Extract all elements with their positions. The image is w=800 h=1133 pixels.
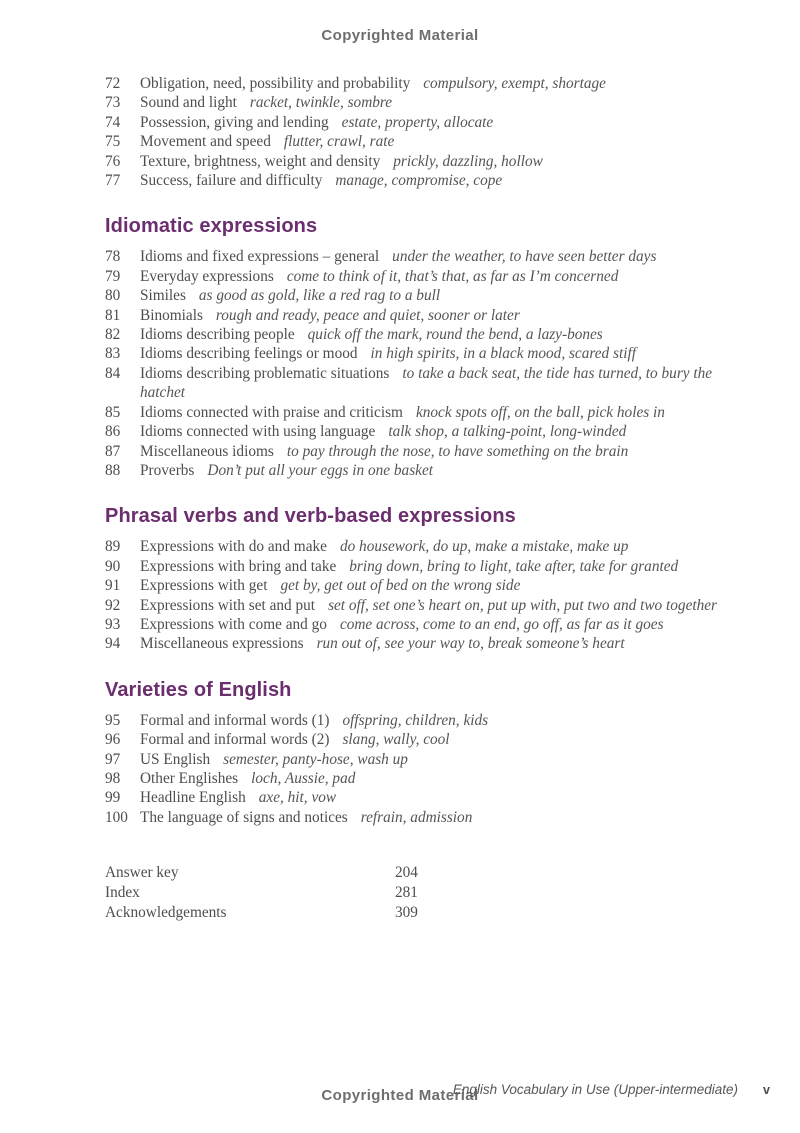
back-matter-page: 281 — [395, 884, 418, 902]
toc-item — [105, 576, 742, 595]
toc-item-text — [140, 267, 742, 286]
toc-item-title: Idioms describing problematic situations — [140, 364, 390, 382]
toc-item-text — [140, 152, 742, 171]
toc-item-text — [140, 171, 742, 190]
toc-item-title: Miscellaneous expressions — [140, 635, 304, 653]
toc-item-title: Miscellaneous idioms — [140, 442, 274, 460]
toc-item-title: Idioms describing feelings or mood — [140, 345, 358, 363]
toc-item-title: Other Englishes — [140, 769, 239, 787]
toc-item-examples: come across, come to an end, go off, as far as it goes — [339, 615, 664, 633]
toc-item-text — [140, 788, 742, 807]
toc-item — [105, 769, 742, 788]
toc-item — [105, 93, 742, 112]
toc-item — [105, 615, 742, 634]
toc-item-title: Idioms connected with praise and criticism — [140, 403, 403, 421]
bottom-watermark: Copyrighted Material — [321, 1087, 479, 1104]
toc-item-number: 83 — [105, 345, 121, 363]
section-heading: Phrasal verbs and verb-based expressions — [105, 505, 516, 528]
toc-item — [105, 596, 742, 615]
footer-book-title: English Vocabulary in Use (Upper-intermediate) — [452, 1082, 738, 1097]
toc-item-number: 92 — [105, 596, 121, 614]
toc-item — [105, 537, 742, 556]
toc-item-title: Similes — [140, 287, 186, 305]
back-matter-label: Answer key — [105, 864, 179, 882]
toc-item-number: 73 — [105, 94, 121, 112]
toc-item — [105, 171, 742, 190]
toc-item-number: 82 — [105, 326, 121, 344]
toc-item-examples: to pay through the nose, to have something on the brain — [286, 442, 629, 460]
section-items — [105, 537, 742, 653]
toc-item — [105, 364, 742, 403]
back-matter-page: 204 — [395, 864, 418, 882]
toc-item-examples: bring down, bring to light, take after, take for granted — [349, 557, 679, 575]
toc-item — [105, 306, 742, 325]
toc-item-examples: axe, hit, vow — [258, 789, 337, 807]
toc-item-examples: refrain, admission — [360, 808, 473, 826]
toc-item-text — [140, 422, 742, 441]
toc-item-text — [140, 576, 742, 595]
toc-item-text — [140, 74, 742, 93]
toc-item-number: 84 — [105, 364, 121, 382]
toc-item-number: 75 — [105, 133, 121, 151]
toc-item-examples: come to think of it, that’s that, as far as I’m concerned — [286, 267, 619, 285]
toc-item-text — [140, 634, 742, 653]
toc-item-examples: talk shop, a talking-point, long-winded — [388, 423, 627, 441]
back-matter-page: 309 — [395, 904, 418, 922]
footer-page-number: v — [763, 1083, 770, 1097]
toc-item-number: 87 — [105, 442, 121, 460]
toc-item-number: 72 — [105, 75, 121, 92]
toc-item-number: 97 — [105, 750, 121, 768]
toc-item — [105, 132, 742, 151]
back-matter-row — [105, 863, 742, 883]
toc-item — [105, 422, 742, 441]
toc-section — [105, 505, 742, 653]
toc-item-title: Success, failure and difficulty — [140, 172, 323, 190]
toc-item-examples: flutter, crawl, rate — [283, 133, 395, 151]
toc-item-number: 99 — [105, 789, 121, 807]
toc-item-text — [140, 711, 742, 730]
toc-item-title: Formal and informal words (1) — [140, 711, 330, 729]
toc-item-title: US English — [140, 750, 211, 768]
toc-item — [105, 808, 742, 827]
toc-item-examples: estate, property, allocate — [341, 113, 494, 131]
toc-item — [105, 325, 742, 344]
toc-item-text — [140, 344, 742, 363]
toc-item-text — [140, 93, 742, 112]
toc-item-title: Expressions with set and put — [140, 596, 316, 614]
toc-item-examples: slang, wally, cool — [342, 731, 450, 749]
toc-item-examples: racket, twinkle, sombre — [249, 94, 393, 112]
toc-item — [105, 267, 742, 286]
toc-item-text — [140, 306, 742, 325]
toc-item-examples: prickly, dazzling, hollow — [393, 152, 543, 170]
toc-item-text — [140, 286, 742, 305]
toc-section — [105, 74, 742, 190]
toc-item — [105, 750, 742, 769]
toc-item-text — [140, 769, 742, 788]
back-matter-row — [105, 883, 742, 903]
toc-item-examples: under the weather, to have seen better days — [392, 248, 657, 266]
toc-item-text — [140, 113, 742, 132]
toc-item-examples: as good as gold, like a red rag to a bull — [198, 287, 441, 305]
section-heading: Idiomatic expressions — [105, 215, 318, 238]
toc-item-number: 93 — [105, 615, 121, 633]
toc-item-title: Obligation, need, possibility and probability — [140, 75, 411, 92]
section-items — [105, 247, 742, 480]
toc-item-number: 100 — [105, 808, 128, 826]
toc-item-text — [140, 730, 742, 749]
toc-item-title: Formal and informal words (2) — [140, 731, 330, 749]
toc-item-examples: manage, compromise, cope — [335, 172, 503, 190]
toc-item — [105, 557, 742, 576]
back-matter-row — [105, 903, 742, 923]
toc-item — [105, 442, 742, 461]
toc-item-text — [140, 403, 742, 422]
toc-item-title: Expressions with get — [140, 577, 268, 595]
toc-item-text — [140, 808, 742, 827]
section-items — [105, 711, 742, 827]
toc-item-title: Binomials — [140, 306, 203, 324]
toc-item-title: Expressions with do and make — [140, 538, 327, 556]
toc-item-text — [140, 364, 742, 403]
toc-item-number: 96 — [105, 731, 121, 749]
toc-item-examples: rough and ready, peace and quiet, sooner or later — [215, 306, 520, 324]
back-matter-label: Acknowledgements — [105, 904, 227, 922]
toc-item — [105, 74, 742, 93]
toc-item — [105, 152, 742, 171]
toc-item-title: Possession, giving and lending — [140, 113, 329, 131]
toc-section — [105, 679, 742, 827]
toc-item-examples: do housework, do up, make a mistake, make up — [339, 538, 629, 556]
toc-item-examples: Don’t put all your eggs in one basket — [207, 461, 433, 479]
toc-item-title: Texture, brightness, weight and density — [140, 152, 381, 170]
toc-item-text — [140, 537, 742, 556]
toc-item-title: Everyday expressions — [140, 267, 274, 285]
toc-item-text — [140, 557, 742, 576]
toc-item-examples: to take a back seat, the tide has turned, to bury the hatchet — [140, 364, 713, 402]
section-heading: Varieties of English — [105, 678, 292, 701]
toc-item — [105, 286, 742, 305]
toc-item-number: 98 — [105, 769, 121, 787]
toc-item-number: 85 — [105, 403, 121, 421]
toc-item-examples: get by, get out of bed on the wrong side — [280, 577, 521, 595]
toc-item-number: 91 — [105, 577, 121, 595]
toc-item-examples: compulsory, exempt, shortage — [423, 75, 606, 92]
toc-item-text — [140, 132, 742, 151]
toc-item-number: 76 — [105, 152, 121, 170]
toc-item-title: Headline English — [140, 789, 246, 807]
toc-item — [105, 113, 742, 132]
toc-item-number: 81 — [105, 306, 121, 324]
toc-item-number: 78 — [105, 248, 121, 266]
toc-item-number: 77 — [105, 172, 121, 190]
toc-item-examples: quick off the mark, round the bend, a lazy-bones — [307, 326, 603, 344]
toc-item — [105, 730, 742, 749]
toc-item — [105, 711, 742, 730]
toc-item-examples: offspring, children, kids — [342, 711, 489, 729]
toc-item-text — [140, 247, 742, 266]
toc-item-text — [140, 461, 742, 480]
toc-item-number: 74 — [105, 113, 121, 131]
toc-item-examples: run out of, see your way to, break someone’s heart — [316, 635, 625, 653]
toc-item-number: 90 — [105, 557, 121, 575]
toc-item-text — [140, 750, 742, 769]
toc-item-title: Idioms describing people — [140, 326, 295, 344]
toc-item-number: 79 — [105, 267, 121, 285]
toc-item — [105, 403, 742, 422]
toc-item-text — [140, 596, 742, 615]
back-matter — [105, 863, 742, 923]
toc-item-title: The language of signs and notices — [140, 808, 348, 826]
toc-item-number: 95 — [105, 711, 121, 729]
toc-sections — [105, 74, 742, 827]
toc-item-number: 80 — [105, 287, 121, 305]
toc-item-title: Sound and light — [140, 94, 237, 112]
toc-item-title: Expressions with come and go — [140, 615, 327, 633]
top-watermark: Copyrighted Material — [321, 27, 479, 44]
toc-item-title: Expressions with bring and take — [140, 557, 337, 575]
toc-item-number: 94 — [105, 635, 121, 653]
toc-item — [105, 788, 742, 807]
section-items — [105, 74, 742, 190]
toc-item-title: Movement and speed — [140, 133, 271, 151]
toc-item — [105, 344, 742, 363]
toc-section — [105, 215, 742, 480]
toc-item-text — [140, 615, 742, 634]
toc-item-examples: in high spirits, in a black mood, scared stiff — [370, 345, 636, 363]
toc-item — [105, 247, 742, 266]
toc-item-title: Idioms connected with using language — [140, 423, 376, 441]
toc-item-examples: set off, set one’s heart on, put up with, put two and two together — [328, 596, 717, 614]
toc-item-title: Idioms and fixed expressions – general — [140, 248, 380, 266]
table-of-contents — [105, 74, 742, 923]
toc-item-examples: semester, panty-hose, wash up — [223, 750, 408, 768]
toc-item — [105, 461, 742, 480]
toc-item-title: Proverbs — [140, 461, 195, 479]
toc-item-number: 86 — [105, 423, 121, 441]
toc-item-number: 88 — [105, 461, 121, 479]
toc-item-examples: knock spots off, on the ball, pick holes in — [415, 403, 665, 421]
toc-item-examples: loch, Aussie, pad — [251, 769, 356, 787]
toc-item-number: 89 — [105, 538, 121, 556]
toc-item-text — [140, 325, 742, 344]
toc-item — [105, 634, 742, 653]
back-matter-label: Index — [105, 884, 140, 902]
toc-item-text — [140, 442, 742, 461]
